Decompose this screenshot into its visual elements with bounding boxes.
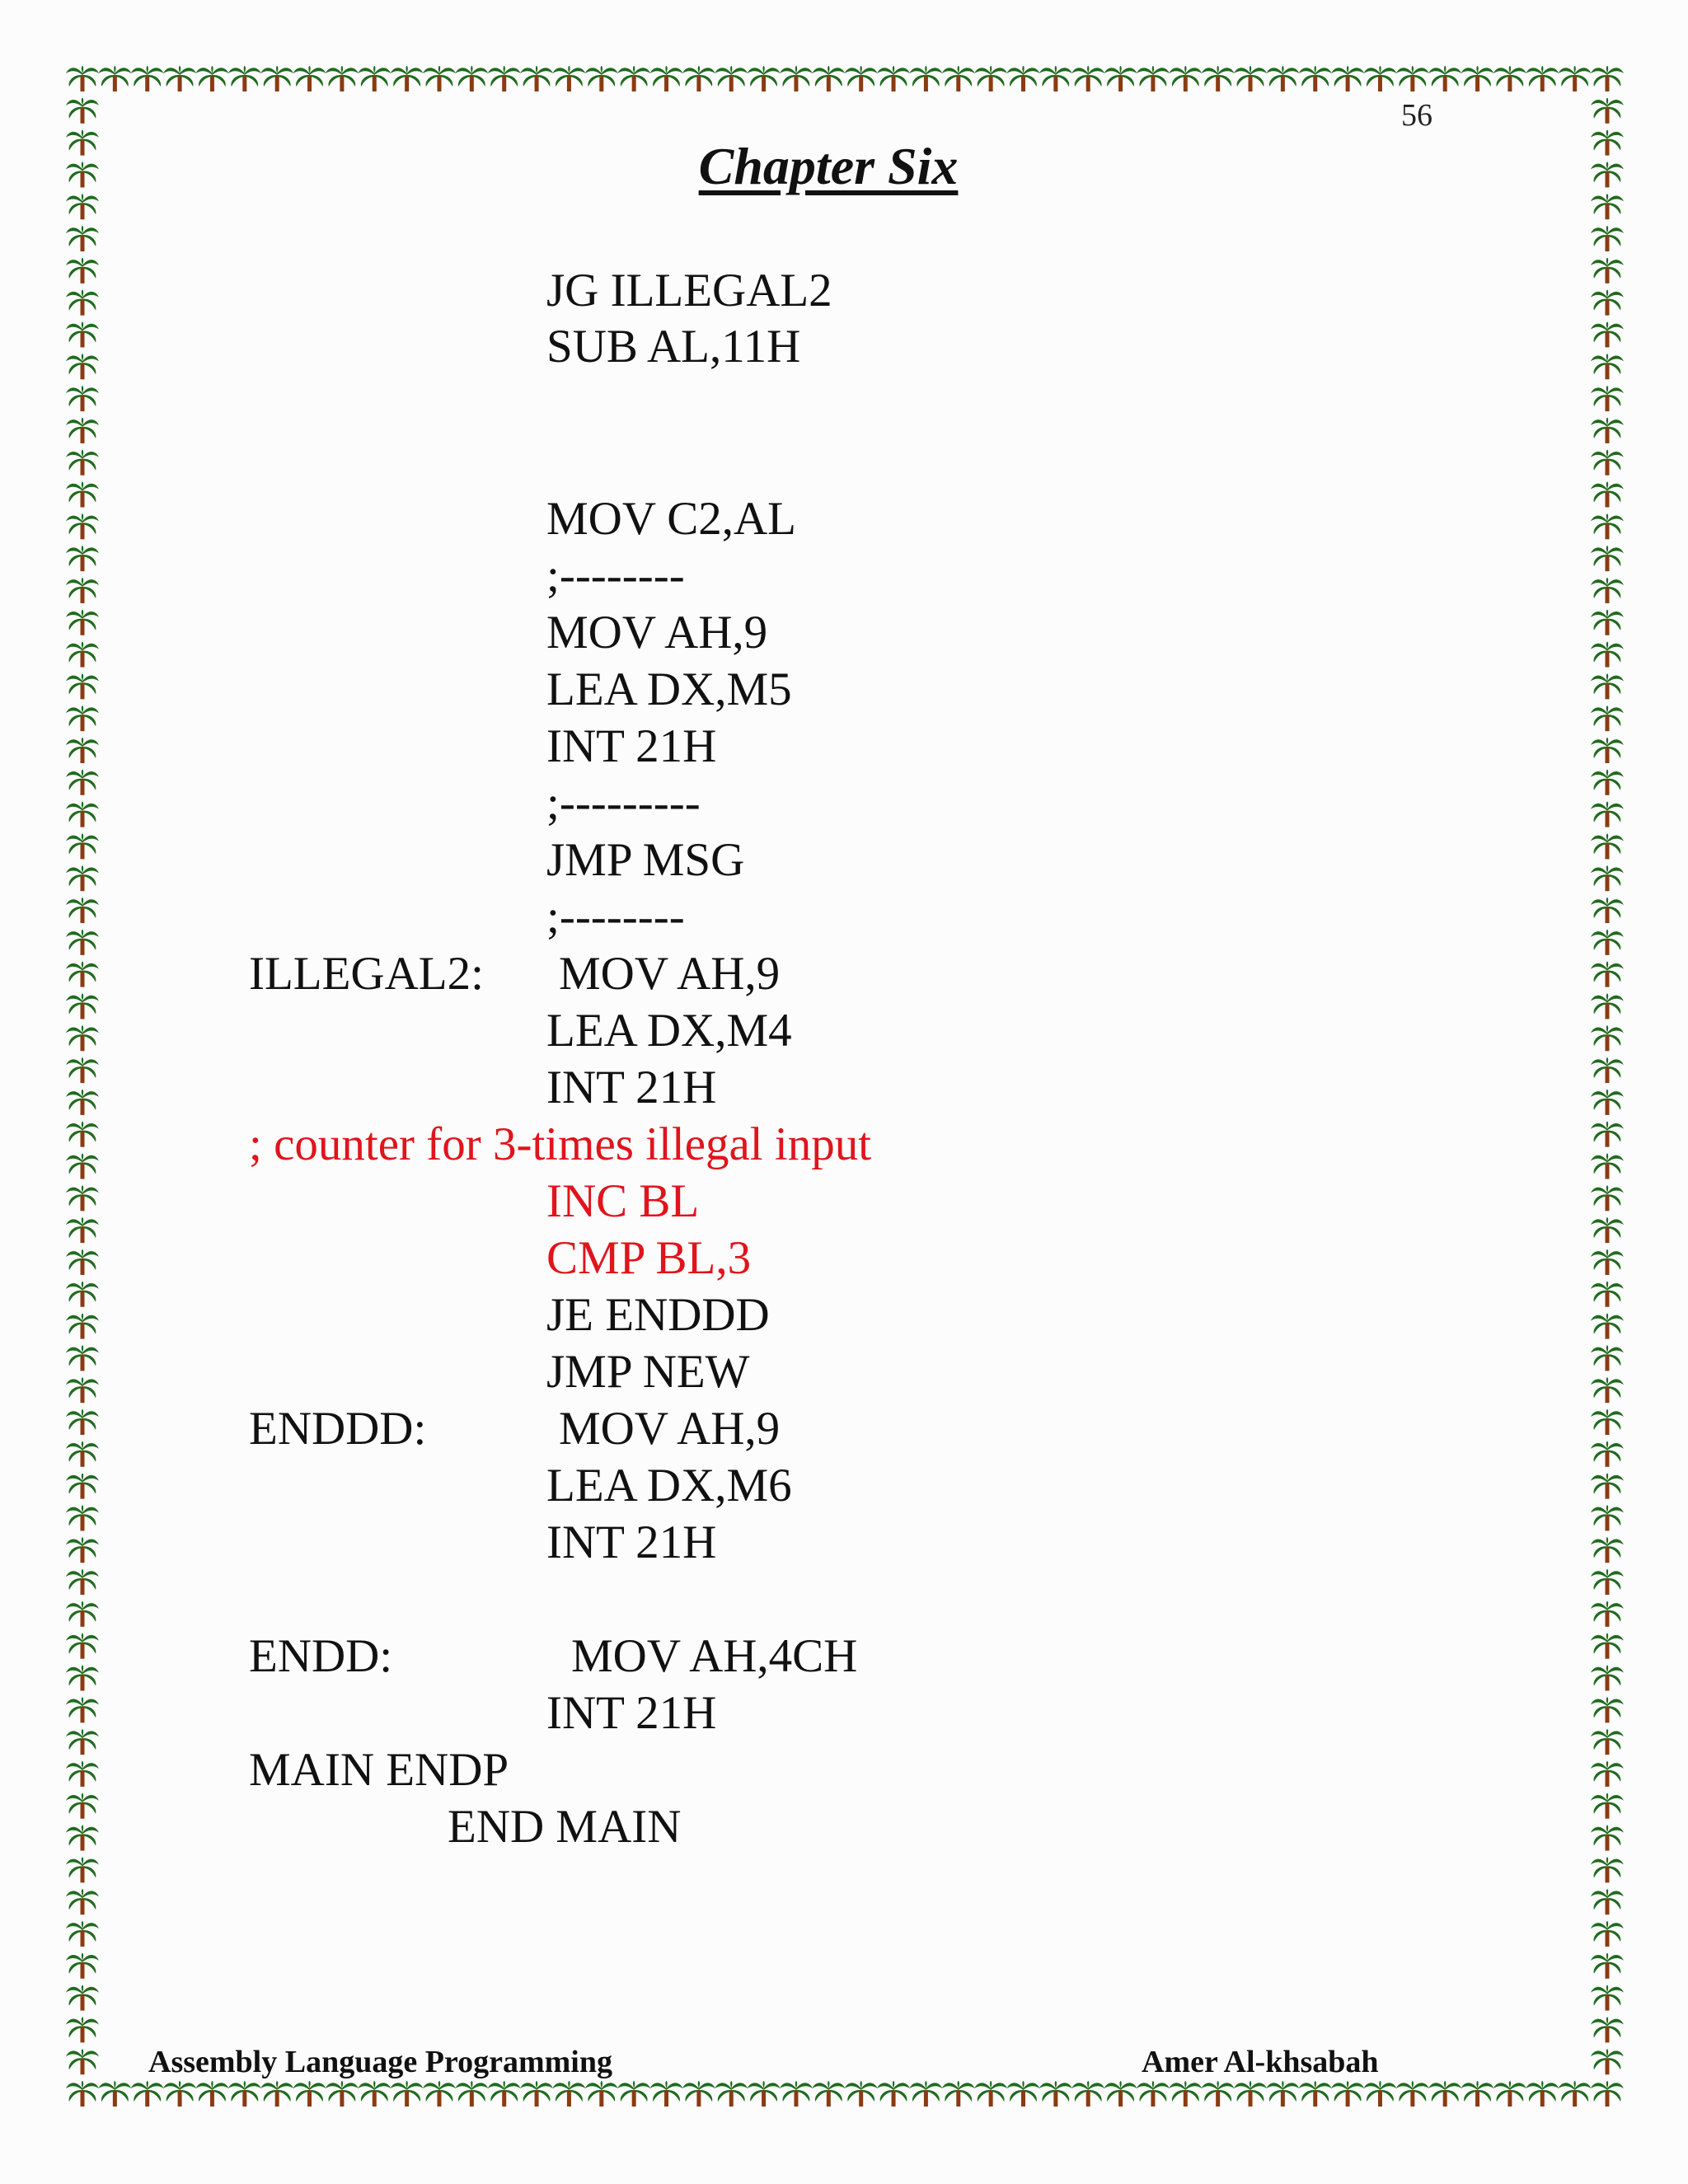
palm-tree-icon (66, 1537, 99, 1563)
palm-tree-icon (1006, 66, 1039, 91)
label-main-endp: MAIN ENDP (249, 1744, 509, 1796)
palm-tree-icon (1526, 66, 1559, 91)
palm-tree-icon (1493, 2081, 1526, 2107)
border-bottom (66, 2081, 1624, 2107)
palm-tree-icon (66, 1825, 99, 1851)
palm-tree-icon (1591, 1185, 1624, 1211)
palm-tree-icon (488, 2081, 521, 2107)
palm-tree-icon (1104, 2081, 1137, 2107)
palm-tree-icon (66, 418, 99, 443)
code-instruction: MOV AH,4CH (571, 1630, 858, 1682)
chapter-title: Chapter Six (698, 137, 959, 195)
palm-tree-icon (1559, 66, 1592, 91)
palm-tree-icon (1591, 513, 1624, 539)
palm-tree-icon (1591, 770, 1624, 795)
palm-tree-icon (98, 2081, 131, 2107)
palm-tree-icon (488, 66, 521, 91)
palm-tree-icon (293, 66, 326, 91)
palm-tree-icon (66, 226, 99, 251)
palm-tree-icon (455, 2081, 488, 2107)
palm-tree-icon (66, 1953, 99, 1979)
palm-tree-icon (66, 1249, 99, 1275)
palm-tree-icon (845, 2081, 878, 2107)
palm-tree-icon (1591, 386, 1624, 411)
palm-tree-icon (1591, 1345, 1624, 1371)
palm-tree-icon (845, 66, 878, 91)
page-number: 56 (1401, 98, 1432, 133)
code-instruction: INT 21H (546, 1687, 717, 1739)
palm-tree-icon (66, 1345, 99, 1371)
code-comment: ;-------- (546, 891, 685, 943)
palm-tree-icon (1363, 66, 1396, 91)
palm-tree-icon (1591, 930, 1624, 955)
palm-tree-icon (1591, 865, 1624, 891)
palm-tree-icon (1591, 66, 1624, 91)
palm-tree-icon (260, 2081, 293, 2107)
palm-tree-icon (66, 930, 99, 955)
palm-tree-icon (66, 98, 99, 124)
palm-tree-icon (66, 1505, 99, 1530)
palm-tree-icon (1591, 1633, 1624, 1659)
palm-tree-icon (66, 673, 99, 699)
palm-tree-icon (1591, 1985, 1624, 2011)
palm-tree-icon (326, 66, 359, 91)
palm-tree-icon (1396, 66, 1429, 91)
palm-tree-icon (358, 66, 391, 91)
palm-tree-icon (1591, 1249, 1624, 1275)
palm-tree-icon (1591, 1154, 1624, 1179)
palm-tree-icon (163, 2081, 196, 2107)
palm-tree-icon (1591, 802, 1624, 827)
palm-tree-icon (66, 1665, 99, 1690)
palm-tree-icon (650, 2081, 683, 2107)
palm-tree-icon (1591, 1601, 1624, 1627)
palm-tree-icon (1591, 226, 1624, 251)
palm-tree-icon (650, 66, 683, 91)
palm-tree-icon (1363, 2081, 1396, 2107)
palm-tree-icon (66, 1697, 99, 1722)
palm-tree-icon (66, 802, 99, 827)
code-instruction: MOV AH,9 (559, 1403, 781, 1455)
code-instruction: LEA DX,M5 (546, 663, 792, 715)
palm-tree-icon (66, 1282, 99, 1307)
palm-tree-icon (66, 1921, 99, 1947)
palm-tree-icon (358, 2081, 391, 2107)
code-instruction: SUB AL,11H (546, 321, 801, 373)
palm-tree-icon (1591, 993, 1624, 1019)
palm-tree-icon (1169, 2081, 1202, 2107)
palm-tree-icon (1591, 1090, 1624, 1115)
palm-tree-icon (1591, 450, 1624, 476)
palm-tree-icon (455, 66, 488, 91)
palm-tree-icon (391, 66, 424, 91)
palm-tree-icon (66, 1889, 99, 1915)
palm-tree-icon (748, 2081, 781, 2107)
palm-tree-icon (1591, 1953, 1624, 1979)
palm-tree-icon (1591, 833, 1624, 859)
palm-tree-icon (66, 1025, 99, 1051)
palm-tree-icon (1559, 2081, 1592, 2107)
palm-tree-icon (812, 2081, 845, 2107)
palm-tree-icon (1591, 2017, 1624, 2042)
palm-tree-icon (66, 290, 99, 316)
code-comment: ; counter for 3-times illegal input (249, 1118, 872, 1170)
palm-tree-icon (1202, 2081, 1235, 2107)
border-top (66, 66, 1624, 91)
palm-tree-icon (66, 354, 99, 379)
palm-tree-icon (1591, 1217, 1624, 1243)
palm-tree-icon (1331, 2081, 1364, 2107)
palm-tree-icon (1591, 98, 1624, 124)
palm-tree-icon (1169, 66, 1202, 91)
palm-tree-icon (1591, 1569, 1624, 1595)
palm-tree-icon (66, 321, 99, 347)
palm-tree-icon (66, 482, 99, 508)
palm-tree-icon (585, 66, 618, 91)
palm-tree-icon (66, 1761, 99, 1787)
palm-tree-icon (1299, 2081, 1332, 2107)
palm-tree-icon (942, 66, 975, 91)
code-instruction: MOV AH,9 (559, 948, 781, 1000)
palm-tree-icon (1591, 194, 1624, 219)
palm-tree-icon (195, 66, 228, 91)
code-comment: ;-------- (546, 550, 685, 602)
code-instruction: INC BL (546, 1175, 700, 1227)
palm-tree-icon (66, 1729, 99, 1755)
palm-tree-icon (66, 993, 99, 1019)
palm-tree-icon (1591, 546, 1624, 571)
palm-tree-icon (1396, 2081, 1429, 2107)
palm-tree-icon (195, 2081, 228, 2107)
palm-tree-icon (974, 2081, 1007, 2107)
palm-tree-icon (1591, 1505, 1624, 1530)
palm-tree-icon (1461, 66, 1494, 91)
label-illegal2: ILLEGAL2: (249, 948, 484, 1000)
palm-tree-icon (260, 66, 293, 91)
palm-tree-icon (66, 898, 99, 923)
palm-tree-icon (1591, 1921, 1624, 1947)
palm-tree-icon (66, 1857, 99, 1882)
palm-tree-icon (66, 1090, 99, 1115)
palm-tree-icon (812, 66, 845, 91)
palm-tree-icon (66, 705, 99, 731)
palm-tree-icon (66, 2017, 99, 2042)
palm-tree-icon (715, 2081, 748, 2107)
palm-tree-icon (974, 66, 1007, 91)
palm-tree-icon (1591, 258, 1624, 284)
palm-tree-icon (391, 2081, 424, 2107)
code-instruction: INT 21H (546, 1516, 717, 1568)
palm-tree-icon (1591, 321, 1624, 347)
palm-tree-icon (1104, 66, 1137, 91)
code-comment: ;--------- (546, 777, 701, 829)
palm-tree-icon (66, 833, 99, 859)
palm-tree-icon (1591, 642, 1624, 668)
palm-tree-icon (682, 2081, 715, 2107)
palm-tree-icon (228, 2081, 261, 2107)
palm-tree-icon (1591, 1729, 1624, 1755)
palm-tree-icon (66, 1569, 99, 1595)
palm-tree-icon (131, 2081, 164, 2107)
palm-tree-icon (1591, 482, 1624, 508)
palm-tree-icon (1591, 1057, 1624, 1083)
border-right (1591, 98, 1624, 2074)
palm-tree-icon (552, 2081, 585, 2107)
palm-tree-icon (66, 2081, 99, 2107)
code-instruction: INT 21H (546, 720, 717, 772)
palm-tree-icon (520, 2081, 553, 2107)
palm-tree-icon (66, 1314, 99, 1339)
palm-tree-icon (66, 2049, 99, 2074)
palm-tree-icon (1202, 66, 1235, 91)
palm-tree-icon (66, 1793, 99, 1819)
palm-tree-icon (1591, 705, 1624, 731)
code-instruction: CMP BL,3 (546, 1232, 752, 1284)
palm-tree-icon (1493, 66, 1526, 91)
palm-tree-icon (1039, 2081, 1072, 2107)
palm-tree-icon (1331, 66, 1364, 91)
palm-tree-icon (1137, 2081, 1170, 2107)
palm-tree-icon (163, 66, 196, 91)
palm-tree-icon (66, 642, 99, 668)
palm-tree-icon (1591, 738, 1624, 763)
palm-tree-icon (66, 1057, 99, 1083)
palm-tree-icon (1591, 578, 1624, 603)
code-instruction: MOV AH,9 (546, 607, 768, 658)
palm-tree-icon (66, 770, 99, 795)
palm-tree-icon (1591, 290, 1624, 316)
palm-tree-icon (1234, 66, 1267, 91)
palm-tree-icon (585, 2081, 618, 2107)
palm-tree-icon (326, 2081, 359, 2107)
palm-tree-icon (1591, 1857, 1624, 1882)
palm-tree-icon (66, 1409, 99, 1435)
palm-tree-icon (1591, 962, 1624, 987)
palm-tree-icon (66, 66, 99, 91)
palm-tree-icon (66, 1633, 99, 1659)
palm-tree-icon (1428, 2081, 1461, 2107)
palm-tree-icon (1591, 1025, 1624, 1051)
palm-tree-icon (1266, 2081, 1299, 2107)
palm-tree-icon (66, 1185, 99, 1211)
palm-tree-icon (520, 66, 553, 91)
palm-tree-icon (66, 386, 99, 411)
palm-tree-icon (1591, 1825, 1624, 1851)
palm-tree-icon (1591, 354, 1624, 379)
palm-tree-icon (1071, 2081, 1104, 2107)
palm-tree-icon (66, 546, 99, 571)
palm-tree-icon (423, 66, 456, 91)
footer-book-title: Assembly Language Programming (148, 2045, 612, 2079)
palm-tree-icon (228, 66, 261, 91)
palm-tree-icon (66, 738, 99, 763)
palm-tree-icon (780, 2081, 813, 2107)
palm-tree-icon (66, 1154, 99, 1179)
palm-tree-icon (66, 450, 99, 476)
palm-tree-icon (1591, 1889, 1624, 1915)
code-instruction: LEA DX,M6 (546, 1460, 792, 1511)
palm-tree-icon (66, 1601, 99, 1627)
palm-tree-icon (66, 258, 99, 284)
palm-tree-icon (617, 66, 650, 91)
palm-tree-icon (1591, 1441, 1624, 1467)
palm-tree-icon (1591, 2081, 1624, 2107)
palm-tree-icon (1591, 1314, 1624, 1339)
palm-tree-icon (1591, 2049, 1624, 2074)
palm-tree-icon (877, 2081, 910, 2107)
palm-tree-icon (66, 610, 99, 635)
palm-tree-icon (1234, 2081, 1267, 2107)
palm-tree-icon (909, 66, 942, 91)
palm-tree-icon (66, 1985, 99, 2011)
palm-tree-icon (1591, 1377, 1624, 1403)
palm-tree-icon (66, 1474, 99, 1499)
code-instruction: JMP NEW (546, 1346, 750, 1398)
palm-tree-icon (1039, 66, 1072, 91)
palm-tree-icon (66, 1122, 99, 1147)
palm-tree-icon (748, 66, 781, 91)
code-instruction: INT 21H (546, 1062, 717, 1113)
palm-tree-icon (66, 1441, 99, 1467)
palm-tree-icon (1428, 66, 1461, 91)
palm-tree-icon (552, 66, 585, 91)
palm-tree-icon (1461, 2081, 1494, 2107)
palm-tree-icon (1591, 673, 1624, 699)
palm-tree-icon (1591, 1122, 1624, 1147)
palm-tree-icon (66, 194, 99, 219)
palm-tree-icon (1137, 66, 1170, 91)
palm-tree-icon (1591, 610, 1624, 635)
code-instruction: JG ILLEGAL2 (546, 265, 832, 316)
border-left (66, 98, 99, 2074)
palm-tree-icon (877, 66, 910, 91)
palm-tree-icon (423, 2081, 456, 2107)
palm-tree-icon (780, 66, 813, 91)
code-instruction: JE ENDDD (546, 1289, 770, 1341)
label-enddd: ENDDD: (249, 1403, 427, 1455)
palm-tree-icon (1591, 898, 1624, 923)
label-endd: ENDD: (249, 1630, 393, 1682)
palm-tree-icon (909, 2081, 942, 2107)
palm-tree-icon (293, 2081, 326, 2107)
code-instruction: MOV C2,AL (546, 493, 796, 545)
palm-tree-icon (1591, 1793, 1624, 1819)
palm-tree-icon (1591, 1665, 1624, 1690)
palm-tree-icon (66, 962, 99, 987)
palm-tree-icon (66, 1217, 99, 1243)
palm-tree-icon (682, 66, 715, 91)
palm-tree-icon (66, 865, 99, 891)
palm-tree-icon (1299, 66, 1332, 91)
palm-tree-icon (66, 578, 99, 603)
palm-tree-icon (1006, 2081, 1039, 2107)
palm-tree-icon (66, 513, 99, 539)
palm-tree-icon (1526, 2081, 1559, 2107)
palm-tree-icon (1591, 1537, 1624, 1563)
palm-tree-icon (1071, 66, 1104, 91)
palm-tree-icon (1591, 1474, 1624, 1499)
palm-tree-icon (1591, 1409, 1624, 1435)
code-instruction: END MAIN (448, 1801, 682, 1853)
palm-tree-icon (1591, 418, 1624, 443)
code-instruction: JMP MSG (546, 834, 745, 886)
palm-tree-icon (1591, 1282, 1624, 1307)
palm-tree-icon (98, 66, 131, 91)
footer-author: Amer Al-khsabah (1142, 2045, 1379, 2079)
palm-tree-icon (1591, 1697, 1624, 1722)
palm-tree-icon (66, 1377, 99, 1403)
palm-tree-icon (131, 66, 164, 91)
palm-tree-icon (617, 2081, 650, 2107)
palm-tree-icon (1266, 66, 1299, 91)
code-instruction: LEA DX,M4 (546, 1005, 792, 1057)
palm-tree-icon (1591, 1761, 1624, 1787)
palm-tree-icon (715, 66, 748, 91)
palm-tree-icon (942, 2081, 975, 2107)
